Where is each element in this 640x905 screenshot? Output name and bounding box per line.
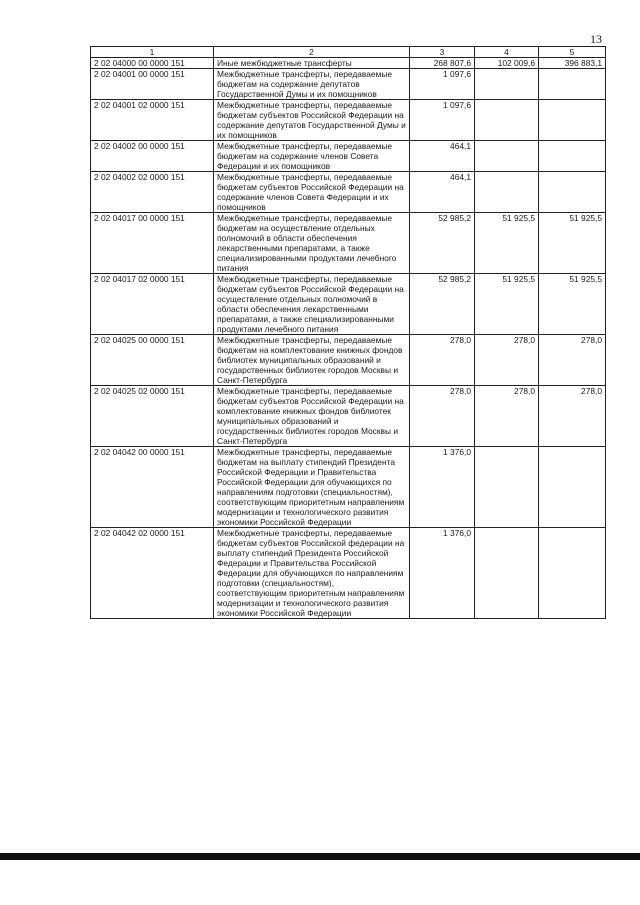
transfer-name: Межбюджетные трансферты, передаваемые бюджетам субъектов Российской федерации на выплату стипендий Президента Российской Федерации и Правительства Российской Федерации для обучающихся по направлениям подготовки (специальностям), соответствующим приоритетным направлениям модернизации и технологического развития экономики Российской Федерации [214,528,410,619]
budget-code: 2 02 04025 02 0000 151 [91,386,214,447]
amount-col4 [475,69,539,100]
amount-col3: 52 985,2 [410,213,475,274]
column-header: 5 [539,47,606,58]
column-header: 2 [214,47,410,58]
table-row [91,213,606,274]
table-row [91,58,606,69]
amount-col5: 278,0 [539,335,606,386]
budget-code: 2 02 04025 00 0000 151 [91,335,214,386]
page-number: 13 [590,32,602,46]
amount-col5: 51 925,5 [539,274,606,335]
table-row [91,335,606,386]
table-row [91,100,606,141]
amount-col5 [539,528,606,619]
amount-col3: 52 985,2 [410,274,475,335]
transfer-name: Межбюджетные трансферты, передаваемые бюджетам субъектов Российской Федерации на содержание депутатов Государственной Думы и их помощников [214,100,410,141]
transfer-name: Иные межбюджетные трансферты [214,58,410,69]
amount-col4 [475,141,539,172]
amount-col3: 464,1 [410,141,475,172]
amount-col5 [539,141,606,172]
transfer-name: Межбюджетные трансферты, передаваемые бюджетам на содержание депутатов Государственной Думы и их помощников [214,69,410,100]
column-header: 4 [475,47,539,58]
transfer-name: Межбюджетные трансферты, передаваемые бюджетам на выплату стипендий Президента Российской Федерации и Правительства Российской Федерации для обучающихся по направлениям подготовки (специальностям), соответствующим приоритетным направлениям модернизации и технологического развития экономики Российской Федерации [214,447,410,528]
budget-code: 2 02 04001 00 0000 151 [91,69,214,100]
amount-col4: 278,0 [475,335,539,386]
amount-col4 [475,100,539,141]
table-row [91,172,606,213]
budget-code: 2 02 04042 02 0000 151 [91,528,214,619]
amount-col4: 278,0 [475,386,539,447]
table-row [91,386,606,447]
table-row [91,447,606,528]
amount-col4: 51 925,5 [475,274,539,335]
column-header: 3 [410,47,475,58]
amount-col5: 51 925,5 [539,213,606,274]
amount-col4 [475,172,539,213]
amount-col5 [539,100,606,141]
budget-code: 2 02 04042 00 0000 151 [91,447,214,528]
budget-code: 2 02 04002 02 0000 151 [91,172,214,213]
amount-col3: 1 376,0 [410,447,475,528]
column-header: 1 [91,47,214,58]
amount-col4 [475,447,539,528]
amount-col3: 1 097,6 [410,100,475,141]
amount-col3: 464,1 [410,172,475,213]
transfer-name: Межбюджетные трансферты, передаваемые бюджетам на содержание членов Совета Федерации и их помощников [214,141,410,172]
budget-code: 2 02 04017 00 0000 151 [91,213,214,274]
amount-col5: 278,0 [539,386,606,447]
amount-col3: 278,0 [410,335,475,386]
budget-table [90,46,606,619]
amount-col5 [539,447,606,528]
table-row [91,528,606,619]
budget-code: 2 02 04001 02 0000 151 [91,100,214,141]
amount-col4: 102 009,6 [475,58,539,69]
transfer-name: Межбюджетные трансферты, передаваемые бюджетам на комплектование книжных фондов библиотек муниципальных образований и государственных библиотек городов Москвы и Санкт-Петербурга [214,335,410,386]
transfer-name: Межбюджетные трансферты, передаваемые бюджетам субъектов Российской Федерации на комплектование книжных фондов библиотек муниципальных образований и государственных библиотек городов Москвы и Санкт-Петербурга [214,386,410,447]
amount-col3: 268 807,6 [410,58,475,69]
transfer-name: Межбюджетные трансферты, передаваемые бюджетам субъектов Российской Федерации на осуществление отдельных полномочий в области обеспечения лекарственными препаратами, а также специализированными продуктами лечебного питания [214,274,410,335]
amount-col3: 278,0 [410,386,475,447]
amount-col4 [475,528,539,619]
budget-code: 2 02 04017 02 0000 151 [91,274,214,335]
amount-col5 [539,69,606,100]
amount-col3: 1 376,0 [410,528,475,619]
budget-code: 2 02 04000 00 0000 151 [91,58,214,69]
table-row [91,141,606,172]
bottom-scan-border [0,853,640,860]
table-header-row [91,47,606,58]
amount-col5 [539,172,606,213]
table-row [91,69,606,100]
transfer-name: Межбюджетные трансферты, передаваемые бюджетам на осуществление отдельных полномочий в области обеспечения лекарственными препаратами, а также специализированными продуктами лечебного питания [214,213,410,274]
table-row [91,274,606,335]
amount-col4: 51 925,5 [475,213,539,274]
budget-code: 2 02 04002 00 0000 151 [91,141,214,172]
amount-col3: 1 097,6 [410,69,475,100]
transfer-name: Межбюджетные трансферты, передаваемые бюджетам субъектов Российской Федерации на содержание членов Совета Федерации и их помощников [214,172,410,213]
amount-col5: 396 883,1 [539,58,606,69]
